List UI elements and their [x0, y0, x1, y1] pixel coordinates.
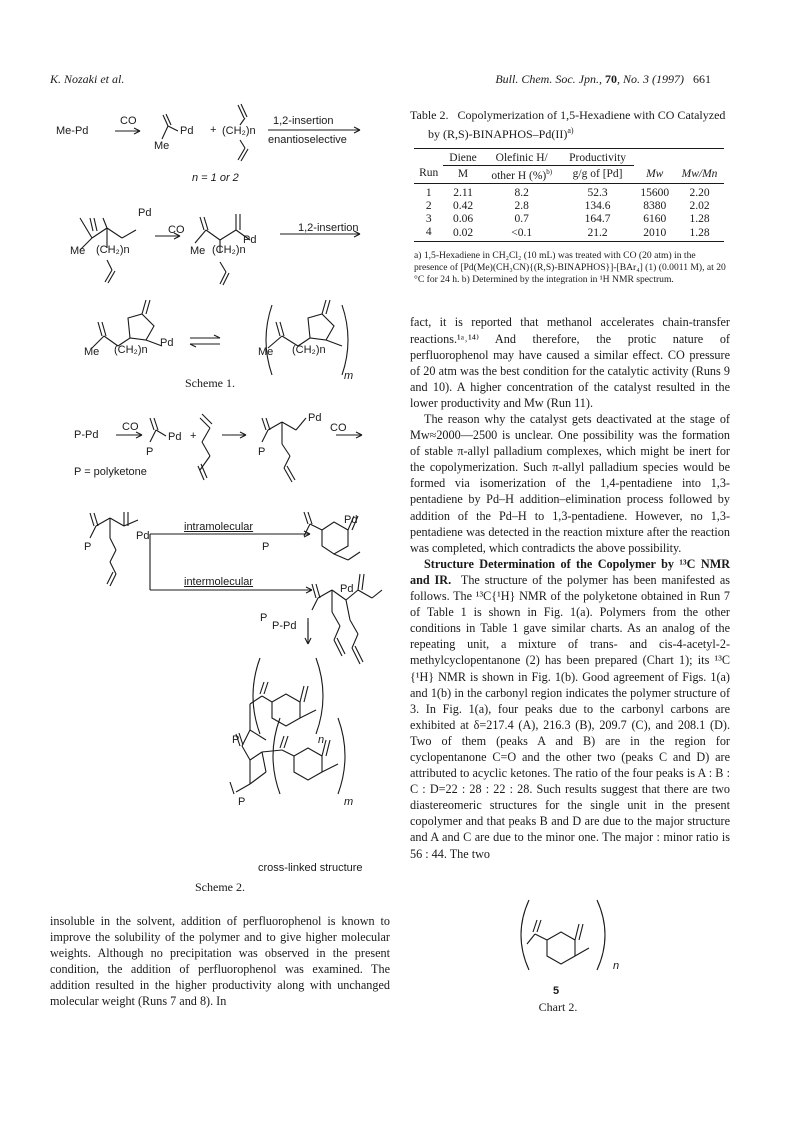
scheme1-insertion-2: 1,2-insertion — [298, 222, 359, 234]
journal-issue: , No. 3 (1997) — [617, 72, 684, 86]
scheme1-plus: + — [210, 124, 217, 136]
left-column-text — [50, 913, 390, 1010]
table-cell: 21.2 — [587, 226, 608, 239]
scheme1-m: m — [344, 370, 354, 382]
scheme2-ppd-2: P-Pd — [272, 620, 297, 632]
table-header-sup: b) — [546, 168, 553, 176]
scheme2-p-4: P — [262, 541, 270, 553]
scheme2-ppd-1: P-Pd — [74, 429, 99, 441]
table-cell: 2.02 — [689, 199, 710, 212]
scheme-1-label: Scheme 1. — [185, 376, 235, 390]
scheme1-ch2n-3: (CH₂)n — [212, 244, 246, 256]
running-header-authors: K. Nozaki et al. — [50, 72, 125, 86]
scheme2-co-1: CO — [122, 421, 139, 433]
table-cell: 2.20 — [689, 186, 710, 199]
journal-name: Bull. Chem. Soc. Jpn., — [495, 72, 605, 86]
scheme2-p-6: P — [232, 734, 240, 746]
table-header-row-bottom — [414, 166, 724, 184]
scheme2-pd-5: Pd — [340, 583, 354, 595]
table-cell: 52.3 — [587, 186, 608, 199]
scheme1-ch2n-2: (CH₂)n — [96, 244, 130, 256]
scheme1-pd-1: Pd — [180, 125, 194, 137]
table-2-footnote: a) 1,5-Hexadiene in CH₂Cl₂ (10 mL) was treated with CO (20 atm) in the presence of [Pd(Me)(CH₃CN){(R,S)-BINAPHOS}]-[BAr₄] (1) (0.0011 M), at 20 °C for 24 h. b) Determined by the integration in ¹H NMR spectrum. — [414, 249, 726, 286]
scheme1-me-5: Me — [258, 346, 274, 358]
table-cell: 8380 — [643, 199, 667, 212]
scheme2-plus: + — [190, 430, 197, 442]
table-cell: 1 — [425, 186, 432, 199]
right-paragraph-1: fact, it is reported that methanol accelerates chain-transfer reactions.¹ᵃ˒¹⁴⁾ And therefore, the protic nature of perfluorophenol may have caused a similar effect. CO pressure of 20 atm was the best condition for the catalytic activity (Runs 9 and 10). A higher concentration of the catalyst resulted in the lower productivity and Mw (Run 11). — [410, 315, 730, 410]
chart-2-label: Chart 2. — [538, 1000, 578, 1014]
table-cell: 2.11 — [453, 186, 473, 199]
scheme1-enantio: enantioselective — [268, 134, 347, 146]
table-2-caption-sup: a) — [567, 126, 574, 135]
table-header-cell: Mw/Mn — [681, 167, 718, 180]
scheme1-me-4: Me — [84, 346, 100, 358]
table-2-caption-label: Table 2. — [410, 108, 449, 122]
table-2 — [414, 148, 724, 242]
running-header-journal — [495, 72, 711, 87]
table-header-cell: Productivity — [561, 149, 635, 166]
scheme1-pd-3: Pd — [243, 234, 257, 246]
table-cell: 0.02 — [452, 226, 474, 239]
scheme1-ch2n-5: (CH₂)n — [292, 344, 326, 356]
table-header-cell — [634, 149, 675, 166]
scheme2-p-1: P — [146, 446, 154, 458]
scheme1-me-1: Me — [154, 140, 170, 152]
scheme2-p-3: P — [84, 541, 92, 553]
scheme1-n-condition: n = 1 or 2 — [192, 172, 239, 184]
scheme1-ch2n-4: (CH₂)n — [114, 344, 148, 356]
table-header-row-top — [414, 149, 724, 166]
table-cell: 3 — [425, 212, 432, 225]
scheme2-p-7: P — [238, 796, 246, 808]
scheme1-me-3: Me — [190, 245, 206, 257]
table-header-olefin: other H (%) — [491, 169, 547, 182]
table-row — [414, 213, 724, 226]
chart-2-structure — [505, 890, 655, 980]
table-header-cell: Diene — [443, 149, 482, 166]
table-row — [414, 183, 724, 200]
table-header-cell: g/g of [Pd] — [572, 167, 623, 180]
table-header-cell: Olefinic H/ — [483, 149, 561, 166]
scheme2-p-5: P — [260, 612, 268, 624]
table-header-cell: Run — [419, 166, 439, 179]
scheme1-pd-4: Pd — [160, 337, 174, 349]
chart2-compound-number: 5 — [553, 985, 560, 997]
scheme1-mepd: Me-Pd — [56, 125, 89, 137]
table-row — [414, 200, 724, 213]
right-column — [410, 108, 730, 862]
scheme1-ch2n-1: (CH₂)n — [222, 125, 256, 137]
scheme1-insertion-1: 1,2-insertion — [273, 115, 334, 127]
table-cell: 2010 — [643, 226, 667, 239]
scheme2-intra-label: intramolecular — [184, 521, 254, 533]
scheme2-pd-2: Pd — [308, 412, 322, 424]
table-header-cell: Mw — [646, 167, 664, 180]
table-header-cell — [414, 149, 443, 166]
scheme2-pd-3: Pd — [136, 530, 150, 542]
scheme2-pd-4: Pd — [344, 514, 358, 526]
table-cell: 134.6 — [584, 199, 611, 212]
journal-volume: 70 — [605, 72, 617, 86]
scheme2-crosslinked-label: cross-linked structure — [258, 862, 363, 874]
table-cell: 2 — [425, 199, 432, 212]
table-header-cell — [675, 149, 724, 166]
table-row — [414, 226, 724, 242]
table-header-cell: M — [457, 167, 469, 180]
table-cell: 0.7 — [514, 212, 529, 225]
table-cell: 4 — [425, 225, 432, 238]
table-cell: 1.28 — [689, 212, 710, 225]
table-cell: <0.1 — [511, 226, 533, 239]
table-2-caption-text: Copolymerization of 1,5-Hexadiene with CO Catalyzed by (R,S)-BINAPHOS–Pd(II) — [428, 108, 726, 141]
scheme-2-label: Scheme 2. — [195, 880, 245, 894]
section-heading: Structure Determination of the Copolymer by ¹³C NMR and IR. — [410, 556, 730, 587]
table-cell: 164.7 — [584, 212, 611, 225]
right-paragraph-3 — [410, 556, 730, 862]
table-cell: 0.06 — [452, 212, 474, 225]
page-number: 661 — [693, 72, 711, 86]
scheme1-co-2: CO — [168, 224, 185, 236]
table-2-caption — [410, 108, 730, 142]
left-paragraph-1: insoluble in the solvent, addition of perfluorophenol is known to improve the solubility of the polymer and to give higher molecular weights. Although no precipitation was observed in the present condition, the addition of perfluorophenol was examined. The addition resulted in the higher productivity along with unchanged molecular weight (Runs 7 and 8). In — [50, 914, 390, 1009]
scheme2-pd-1: Pd — [168, 431, 182, 443]
scheme1-pd-2: Pd — [138, 207, 152, 219]
table-cell: 15600 — [640, 186, 670, 199]
chart2-n: n — [613, 960, 620, 972]
right-column-text — [410, 314, 730, 861]
table-cell: 1.28 — [689, 226, 710, 239]
table-cell: 2.8 — [514, 199, 529, 212]
scheme2-co-2: CO — [330, 422, 347, 434]
table-cell: 8.2 — [514, 186, 529, 199]
table-header-cell — [483, 166, 561, 184]
scheme2-inter-label: intermolecular — [184, 576, 254, 588]
scheme2-n: n — [318, 734, 325, 746]
right-paragraph-3-body: The structure of the polymer has been manifested as follows. The ¹³C{¹H} NMR of the polyketone obtained in Run 7 of Table 1 is shown in Fig. 1(a). Polymers from the other conditions in Table 1 gave similar charts. As an analog of the repeating unit, a mixture of trans- and cis-4-acetyl-2-methylcyclopentanone (2) has been prepared (Chart 1); its ¹³C {¹H} NMR is shown in Fig. 1(b). Good agreement of Figs. 1(a) and 1(b) in the carbonyl region indicates the polymer structure of 3. In Fig. 1(a), four peaks due to the carbonyl carbons are exhibited at δ=217.4 (A), 216.3 (B), 209.7 (C), and 208.1 (D). Two of them (peaks A and B) are in the region for cyclopentanone C=O and the other two (peaks C and D) are attributed to acyclic ketones. The ratio of the four peaks is A : B : C : D=22 : 28 : 22 : 28. Such results suggest that there are two diastereomeric structures for the single unit in the present copolymer and that peaks B and D are due to the major structure and A and C are due to the minor one. The major : minor ratio is 56 : 44. The two — [410, 572, 730, 861]
scheme1-me-2: Me — [70, 245, 86, 257]
scheme2-p-def: P = polyketone — [74, 466, 147, 478]
scheme1-co-1: CO — [120, 115, 137, 127]
scheme2-m: m — [344, 796, 354, 808]
table-cell: 6160 — [643, 212, 667, 225]
right-paragraph-2: The reason why the catalyst gets deactivated at the stage of Mw≈2000—2500 is unclear. One possibility was the formation of stable π-allyl palladium complexes, which might be inert for the copolymerization. Such π-allyl palladium species would be formed via isomerization of the 1,4-pentadiene into 1,3-pentadiene by Pd–H addition–elimination process followed by addition of the Pd–H to 1,3-pentadiene. However, no 1,3-pentadiene was detected in the reaction mixture after the reaction was completed, which contradicts the above possibility. — [410, 412, 730, 555]
table-cell: 0.42 — [452, 199, 474, 212]
scheme2-p-2: P — [258, 446, 266, 458]
